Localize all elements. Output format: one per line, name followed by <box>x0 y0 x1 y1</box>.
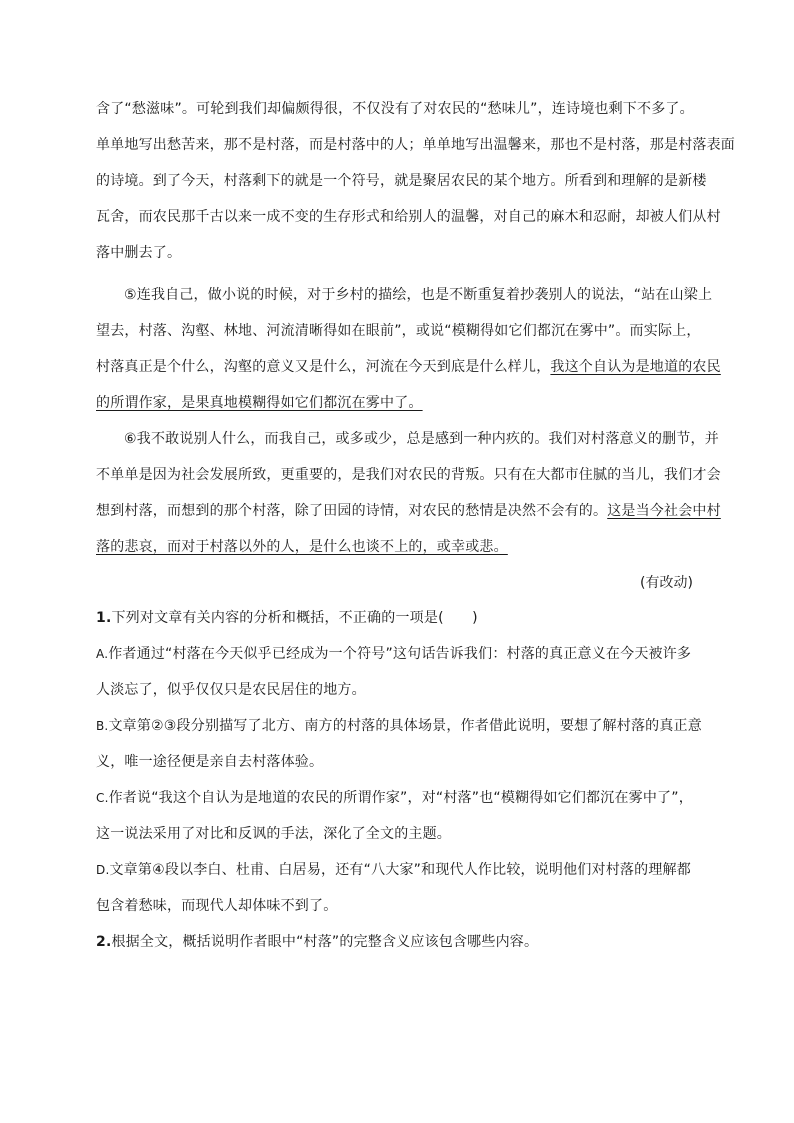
paragraph-5-line <box>96 356 721 378</box>
option-text: 作者说“我这个自认为是地道的农民的所谓作家”，对“村落”也“模糊得如它们都沉在雾中了”， <box>108 790 693 806</box>
option-c[interactable] <box>96 787 716 809</box>
paragraph-6-line <box>96 500 721 522</box>
option-b[interactable] <box>96 715 716 737</box>
question-2-stem <box>96 931 716 953</box>
question-text: 下列对文章有关内容的分析和概括，不正确的一项是( ) <box>111 610 478 626</box>
option-d-continued: 包含着愁味，而现代人却体味不到了。 <box>96 898 338 914</box>
underlined-sentence: 落的悲哀，而对于村落以外的人，是什么也谈不上的，或幸或悲。 <box>96 539 508 555</box>
option-label: D. <box>96 863 110 877</box>
option-label: B. <box>96 719 109 733</box>
option-a-continued: 人淡忘了，似乎仅仅只是农民居住的地方。 <box>96 682 366 698</box>
option-b-continued: 义，唯一途径便是亲自去村落体验。 <box>96 754 324 770</box>
passage-text: 想到村落，而想到的那个村落，除了田园的诗情，对农民的愁情是决然不会有的。 <box>96 503 608 519</box>
passage-line: 落中删去了。 <box>96 245 182 261</box>
passage-line: 单单地写出愁苦来，那不是村落，而是村落中的人；单单地写出温馨来，那也不是村落，那是村落表面 <box>96 137 735 153</box>
underlined-sentence: 我这个自认为是地道的农民 <box>550 359 721 375</box>
passage-line: 含了“愁滋味”。可轮到我们却偏颇得很，不仅没有了对农民的“愁味儿”，连诗境也剩下不多了。 <box>96 101 694 117</box>
adaptation-note: (有改动) <box>640 575 693 591</box>
option-label: C. <box>96 791 109 805</box>
passage-line: 的诗境。到了今天，村落剩下的就是一个符号，就是聚居农民的某个地方。所看到和理解的是新楼 <box>96 173 707 189</box>
option-d[interactable] <box>96 859 716 881</box>
question-number: 2. <box>96 934 112 950</box>
question-text: 根据全文，概括说明作者眼中“村落”的完整含义应该包含哪些内容。 <box>111 934 539 950</box>
underlined-sentence: 的所谓作家，是果真地模糊得如它们都沉在雾中了。 <box>96 395 423 411</box>
paragraph-6-line: 不单单是因为社会发展所致，更重要的，是我们对农民的背叛。只有在大都市住腻的当儿，我们才会 <box>96 467 721 483</box>
passage-text: 村落真正是个什么，沟壑的意义又是什么，河流在今天到底是什么样儿， <box>96 359 551 375</box>
option-text: 文章第②③段分别描写了北方、南方的村落的具体场景，作者借此说明，要想了解村落的真正意 <box>108 718 702 734</box>
passage-line: 瓦舍，而农民那千古以来一成不变的生存形式和给别人的温馨，对自己的麻木和忍耐，却被人们从村 <box>96 209 721 225</box>
question-number: 1. <box>96 610 112 626</box>
option-text: 作者通过“村落在今天似乎已经成为一个符号”这句话告诉我们：村落的真正意义在今天被许多 <box>108 646 692 662</box>
option-text: 文章第④段以李白、杜甫、白居易，还有“八大家”和现代人作比较，说明他们对村落的理解都 <box>109 862 691 878</box>
paragraph-6-line: ⑥我不敢说别人什么，而我自己，或多或少，总是感到一种内疚的。我们对村落意义的删节，并 <box>124 431 719 447</box>
paragraph-5-line: ⑤连我自己，做小说的时候，对于乡村的描绘，也是不断重复着抄袭别人的说法，“站在山梁上 <box>124 287 713 303</box>
option-label: A. <box>96 647 109 661</box>
paragraph-5-line: 望去，村落、沟壑、林地、河流清晰得如在眼前”，或说“模糊得如它们都沉在雾中”。而实际上， <box>96 323 701 339</box>
underlined-sentence: 这是当今社会中村 <box>607 503 721 519</box>
option-c-continued: 这一说法采用了对比和反讽的手法，深化了全文的主题。 <box>96 826 451 842</box>
question-1-stem <box>96 607 716 629</box>
option-a[interactable] <box>96 643 716 665</box>
